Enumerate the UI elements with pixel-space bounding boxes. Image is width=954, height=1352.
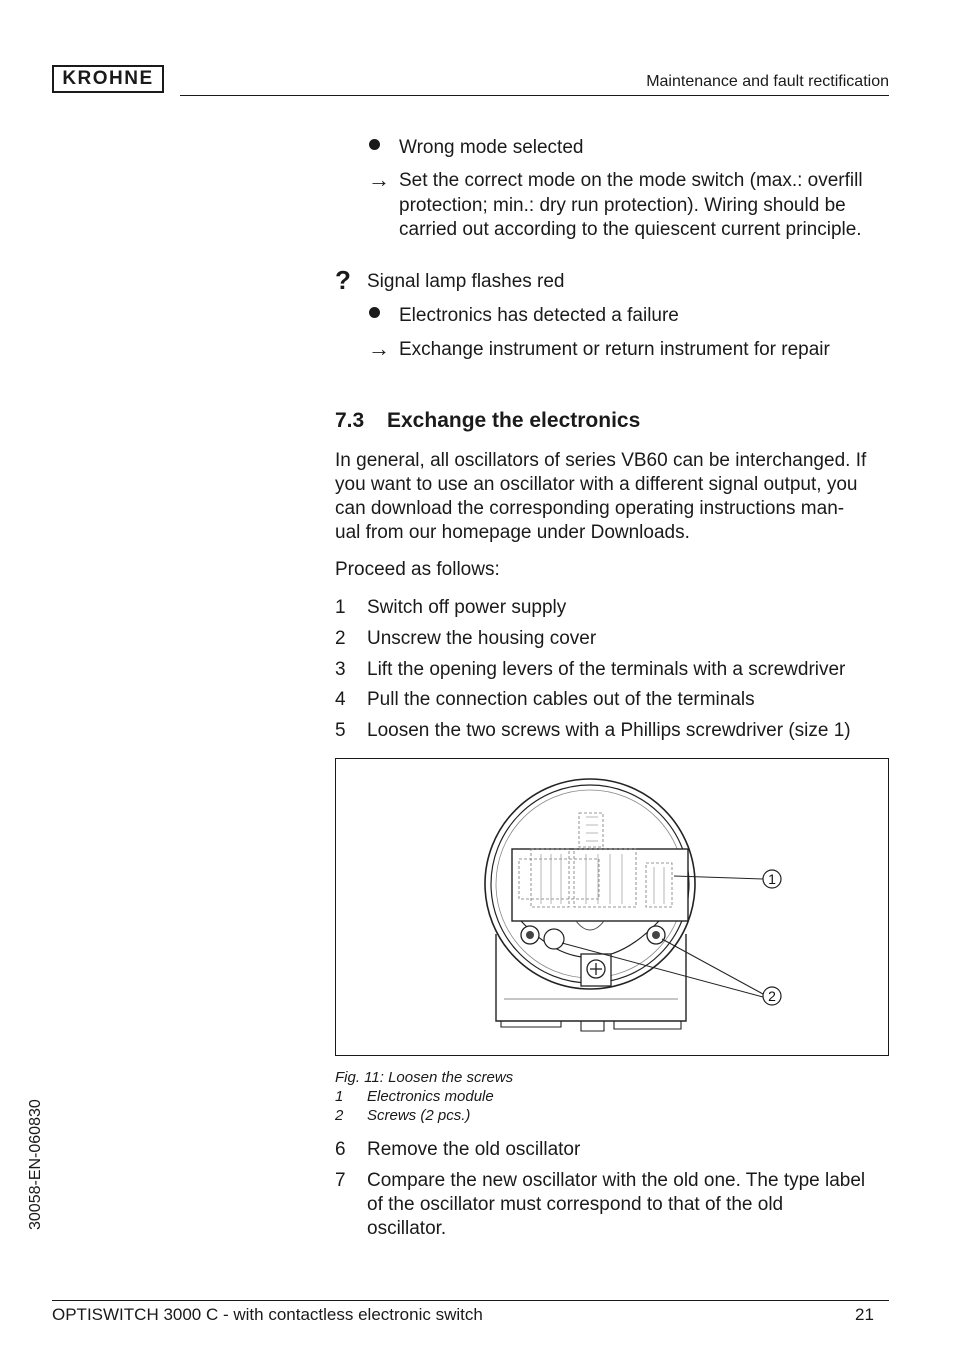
header-title: Maintenance and fault rectification [646,73,889,90]
section-title: Exchange the electronics [387,409,641,432]
legend-number: 2 [335,1107,344,1124]
document-number: 30058-EN-060830 [27,1099,44,1230]
figure-frame [335,758,889,1056]
intro-line: ual from our homepage under Downloads. [335,522,690,543]
fault2-remedy: Exchange instrument or return instrument for repair [399,339,830,360]
callout-2: 2 [768,988,776,1004]
krohne-logo: KROHNE [52,65,164,93]
step-number: 4 [335,689,346,710]
footer-title: OPTISWITCH 3000 C - with contactless electronic switch [52,1305,483,1324]
step-number: 6 [335,1139,346,1160]
callout-1: 1 [768,871,776,887]
bullet-icon [369,307,380,318]
bullet-icon [369,139,380,150]
step-text: of the oscillator must correspond to that of the old [367,1194,784,1215]
fault1-remedy-line: carried out according to the quiescent current principle. [399,219,862,240]
step-number: 5 [335,720,346,741]
step-text: Lift the opening levers of the terminals with a screwdriver [367,659,846,680]
fault1-remedy-line: Set the correct mode on the mode switch (max.: overfill [399,170,863,191]
fault2-cause: Electronics has detected a failure [399,305,679,326]
fault1-remedy-line: protection; min.: dry run protection). Wiring should be [399,195,846,216]
intro-line: can download the corresponding operating instructions man- [335,498,845,519]
arrow-right-icon: → [368,336,390,361]
footer-rule [52,1300,889,1301]
fault2-symptom: Signal lamp flashes red [367,271,565,292]
step-text: Remove the old oscillator [367,1139,581,1160]
fault1-cause: Wrong mode selected [399,137,584,158]
figure-caption: Fig. 11: Loosen the screws [335,1069,514,1086]
arrow-right-icon: → [368,167,390,192]
page-number: 21 [855,1305,874,1324]
intro-line: you want to use an oscillator with a different signal output, you [335,474,858,495]
housing-illustration [336,759,888,1055]
step-number: 7 [335,1170,346,1191]
legend-text: Screws (2 pcs.) [367,1107,471,1124]
step-text: Compare the new oscillator with the old one. The type label [367,1170,866,1191]
step-text: Unscrew the housing cover [367,628,597,649]
legend-text: Electronics module [367,1088,494,1105]
step-text: oscillator. [367,1218,447,1239]
step-text: Loosen the two screws with a Phillips screwdriver (size 1) [367,720,851,741]
header-rule [180,95,889,96]
question-icon: ? [335,265,351,295]
legend-number: 1 [335,1088,344,1105]
proceed-text: Proceed as follows: [335,559,500,580]
step-text: Switch off power supply [367,597,567,618]
step-number: 2 [335,628,346,649]
intro-line: In general, all oscillators of series VB60 can be interchanged. If [335,450,867,471]
section-number: 7.3 [335,409,365,432]
step-number: 3 [335,659,346,680]
step-text: Pull the connection cables out of the terminals [367,689,755,710]
step-number: 1 [335,597,346,618]
